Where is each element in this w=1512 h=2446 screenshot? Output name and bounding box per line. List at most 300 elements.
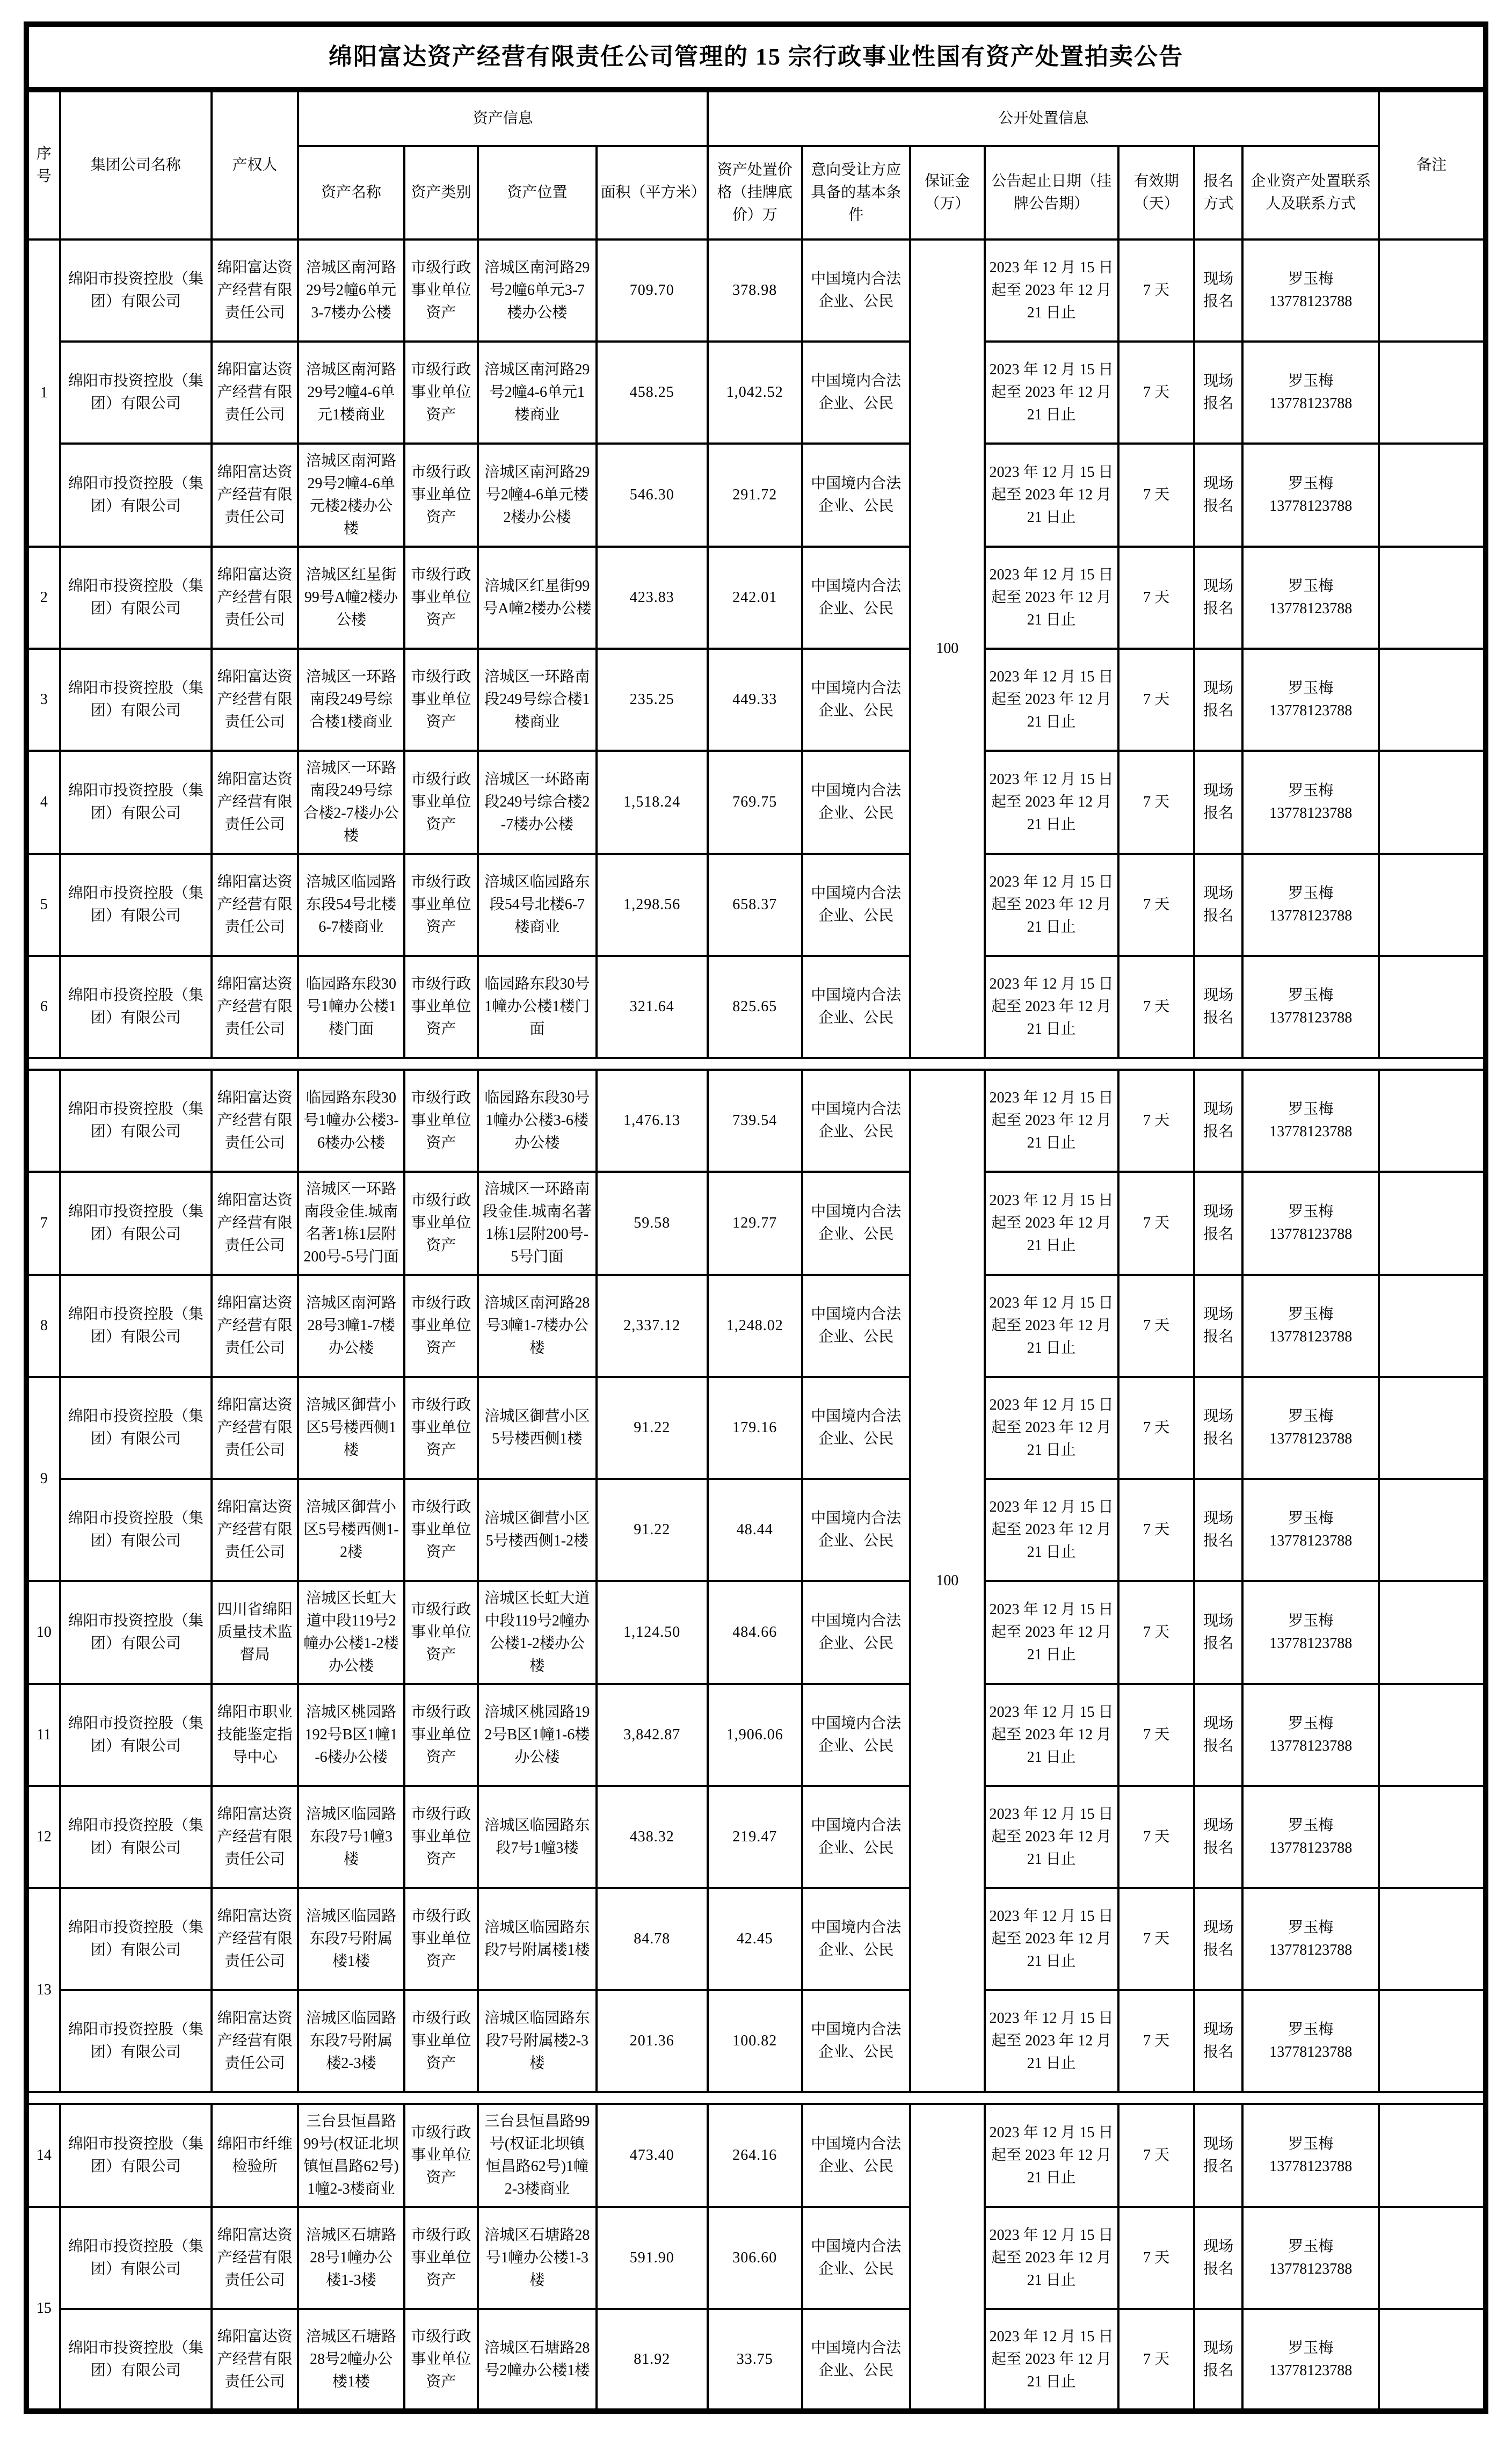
asset-name-cell: 涪城区南河路29号2幢6单元3-7楼办公楼 xyxy=(298,239,404,342)
asset-location-cell: 临园路东段30号1幢办公楼3-6楼办公楼 xyxy=(478,1070,596,1172)
notice-period-cell: 2023 年 12 月 15 日起至 2023 年 12 月 21 日止 xyxy=(985,2207,1118,2309)
remarks-cell xyxy=(1379,1070,1486,1172)
asset-type-cell: 市级行政事业单位资产 xyxy=(404,1377,478,1479)
remarks-cell xyxy=(1379,1684,1486,1786)
contact-name: 罗玉梅 xyxy=(1288,2021,1334,2038)
seq-cell: 1 xyxy=(26,239,60,547)
owner-cell: 绵阳富达资产经营有限责任公司 xyxy=(212,444,298,547)
contact-cell xyxy=(1242,2104,1379,2207)
notice-period-cell: 2023 年 12 月 15 日起至 2023 年 12 月 21 日止 xyxy=(985,342,1118,444)
header-remarks: 备注 xyxy=(1379,90,1486,239)
header-asset-type: 资产类别 xyxy=(404,146,478,239)
transferee-cell: 中国境内合法企业、公民 xyxy=(802,1990,910,2092)
contact-name: 罗玉梅 xyxy=(1288,271,1334,287)
asset-name-cell: 涪城区南河路29号2幢4-6单元1楼商业 xyxy=(298,342,404,444)
group-company-cell: 绵阳市投资控股（集团）有限公司 xyxy=(60,1275,212,1377)
group-company-cell: 绵阳市投资控股（集团）有限公司 xyxy=(60,2207,212,2309)
page-break-2 xyxy=(26,2092,1486,2104)
asset-location-cell: 涪城区临园路东段7号1幢3楼 xyxy=(478,1786,596,1888)
asset-name-cell: 涪城区石塘路28号1幢办公楼1-3楼 xyxy=(298,2207,404,2309)
price-cell: 42.45 xyxy=(708,1888,802,1990)
group-company-cell: 绵阳市投资控股（集团）有限公司 xyxy=(60,2309,212,2411)
table-row xyxy=(26,1990,1486,2092)
page-title: 绵阳富达资产经营有限责任公司管理的 15 宗行政事业性国有资产处置拍卖公告 xyxy=(26,24,1486,90)
owner-cell: 绵阳富达资产经营有限责任公司 xyxy=(212,854,298,956)
area-cell: 1,298.56 xyxy=(597,854,708,956)
registration-cell: 现场报名 xyxy=(1194,1479,1242,1581)
owner-cell: 绵阳富达资产经营有限责任公司 xyxy=(212,956,298,1058)
contact-phone: 13778123788 xyxy=(1269,395,1353,412)
price-cell: 242.01 xyxy=(708,547,802,649)
contact-phone: 13778123788 xyxy=(1269,1942,1353,1958)
validity-cell: 7 天 xyxy=(1118,1684,1195,1786)
asset-type-cell: 市级行政事业单位资产 xyxy=(404,547,478,649)
owner-cell: 绵阳富达资产经营有限责任公司 xyxy=(212,1377,298,1479)
asset-type-cell: 市级行政事业单位资产 xyxy=(404,239,478,342)
registration-cell: 现场报名 xyxy=(1194,342,1242,444)
contact-name: 罗玉梅 xyxy=(1288,475,1334,492)
transferee-cell: 中国境内合法企业、公民 xyxy=(802,342,910,444)
auction-table xyxy=(24,21,1488,2414)
contact-name: 罗玉梅 xyxy=(1288,885,1334,902)
group-company-cell: 绵阳市投资控股（集团）有限公司 xyxy=(60,649,212,751)
validity-cell: 7 天 xyxy=(1118,2104,1195,2207)
transferee-cell: 中国境内合法企业、公民 xyxy=(802,1275,910,1377)
seq-cell: 7 xyxy=(26,1172,60,1275)
contact-phone: 13778123788 xyxy=(1269,1533,1353,1549)
table-row xyxy=(26,2104,1486,2207)
contact-cell xyxy=(1242,1479,1379,1581)
validity-cell: 7 天 xyxy=(1118,239,1195,342)
registration-cell: 现场报名 xyxy=(1194,2104,1242,2207)
asset-name-cell: 涪城区石塘路28号2幢办公楼1楼 xyxy=(298,2309,404,2411)
validity-cell: 7 天 xyxy=(1118,1888,1195,1990)
seq-cell: 11 xyxy=(26,1684,60,1786)
remarks-cell xyxy=(1379,1377,1486,1479)
validity-cell: 7 天 xyxy=(1118,1275,1195,1377)
asset-type-cell: 市级行政事业单位资产 xyxy=(404,2309,478,2411)
area-cell: 1,518.24 xyxy=(597,751,708,854)
asset-location-cell: 涪城区御营小区5号楼西侧1楼 xyxy=(478,1377,596,1479)
contact-name: 罗玉梅 xyxy=(1288,373,1334,389)
registration-cell: 现场报名 xyxy=(1194,649,1242,751)
registration-cell: 现场报名 xyxy=(1194,444,1242,547)
contact-cell xyxy=(1242,444,1379,547)
remarks-cell xyxy=(1379,1172,1486,1275)
notice-period-cell: 2023 年 12 月 15 日起至 2023 年 12 月 21 日止 xyxy=(985,1581,1118,1684)
table-row xyxy=(26,2207,1486,2309)
price-cell: 739.54 xyxy=(708,1070,802,1172)
table-row xyxy=(26,1786,1486,1888)
price-cell: 291.72 xyxy=(708,444,802,547)
owner-cell: 绵阳市纤维检验所 xyxy=(212,2104,298,2207)
asset-type-cell: 市级行政事业单位资产 xyxy=(404,751,478,854)
seq-cell: 6 xyxy=(26,956,60,1058)
asset-name-cell: 涪城区临园路东段7号1幢3楼 xyxy=(298,1786,404,1888)
contact-cell xyxy=(1242,1377,1379,1479)
remarks-cell xyxy=(1379,1275,1486,1377)
registration-cell: 现场报名 xyxy=(1194,1786,1242,1888)
area-cell: 1,124.50 xyxy=(597,1581,708,1684)
table-row xyxy=(26,956,1486,1058)
contact-name: 罗玉梅 xyxy=(1288,1817,1334,1834)
deposit-cell: 100 xyxy=(910,239,985,1058)
asset-name-cell: 临园路东段30号1幢办公楼3-6楼办公楼 xyxy=(298,1070,404,1172)
group-company-cell: 绵阳市投资控股（集团）有限公司 xyxy=(60,1070,212,1172)
price-cell: 264.16 xyxy=(708,2104,802,2207)
contact-name: 罗玉梅 xyxy=(1288,578,1334,594)
notice-period-cell: 2023 年 12 月 15 日起至 2023 年 12 月 21 日止 xyxy=(985,1070,1118,1172)
registration-cell: 现场报名 xyxy=(1194,1581,1242,1684)
contact-cell xyxy=(1242,1684,1379,1786)
asset-location-cell: 涪城区一环路南段金佳.城南名著1栋1层附200号-5号门面 xyxy=(478,1172,596,1275)
transferee-cell: 中国境内合法企业、公民 xyxy=(802,1684,910,1786)
contact-name: 罗玉梅 xyxy=(1288,1408,1334,1425)
validity-cell: 7 天 xyxy=(1118,2207,1195,2309)
group-company-cell: 绵阳市投资控股（集团）有限公司 xyxy=(60,239,212,342)
asset-type-cell: 市级行政事业单位资产 xyxy=(404,1888,478,1990)
transferee-cell: 中国境内合法企业、公民 xyxy=(802,1172,910,1275)
asset-type-cell: 市级行政事业单位资产 xyxy=(404,854,478,956)
seq-cell: 5 xyxy=(26,854,60,956)
contact-phone: 13778123788 xyxy=(1269,2362,1353,2379)
asset-location-cell: 临园路东段30号1幢办公楼1楼门面 xyxy=(478,956,596,1058)
contact-name: 罗玉梅 xyxy=(1288,1510,1334,1527)
asset-type-cell: 市级行政事业单位资产 xyxy=(404,1275,478,1377)
asset-name-cell: 涪城区南河路28号3幢1-7楼办公楼 xyxy=(298,1275,404,1377)
asset-location-cell: 涪城区南河路29号2幢4-6单元楼2楼办公楼 xyxy=(478,444,596,547)
owner-cell: 绵阳富达资产经营有限责任公司 xyxy=(212,1172,298,1275)
table-row xyxy=(26,1888,1486,1990)
remarks-cell xyxy=(1379,2207,1486,2309)
group-company-cell: 绵阳市投资控股（集团）有限公司 xyxy=(60,1990,212,2092)
contact-cell xyxy=(1242,239,1379,342)
contact-cell xyxy=(1242,2207,1379,2309)
owner-cell: 绵阳富达资产经营有限责任公司 xyxy=(212,239,298,342)
seq-cell: 3 xyxy=(26,649,60,751)
notice-period-cell: 2023 年 12 月 15 日起至 2023 年 12 月 21 日止 xyxy=(985,444,1118,547)
asset-name-cell: 涪城区御营小区5号楼西侧1-2楼 xyxy=(298,1479,404,1581)
table-row xyxy=(26,1172,1486,1275)
registration-cell: 现场报名 xyxy=(1194,1990,1242,2092)
area-cell: 423.83 xyxy=(597,547,708,649)
seq-cell xyxy=(26,1070,60,1172)
page-break-1 xyxy=(26,1058,1486,1070)
asset-type-cell: 市级行政事业单位资产 xyxy=(404,956,478,1058)
group-header-row xyxy=(26,90,1486,146)
contact-phone: 13778123788 xyxy=(1269,293,1353,310)
group-company-cell: 绵阳市投资控股（集团）有限公司 xyxy=(60,342,212,444)
owner-cell: 四川省绵阳质量技术监督局 xyxy=(212,1581,298,1684)
asset-location-cell: 涪城区临园路东段7号附属楼1楼 xyxy=(478,1888,596,1990)
contact-name: 罗玉梅 xyxy=(1288,1101,1334,1117)
validity-cell: 7 天 xyxy=(1118,854,1195,956)
remarks-cell xyxy=(1379,751,1486,854)
page-break-gap xyxy=(26,2092,1486,2104)
transferee-cell: 中国境内合法企业、公民 xyxy=(802,854,910,956)
transferee-cell: 中国境内合法企业、公民 xyxy=(802,956,910,1058)
price-cell: 378.98 xyxy=(708,239,802,342)
contact-phone: 13778123788 xyxy=(1269,1738,1353,1754)
notice-period-cell: 2023 年 12 月 15 日起至 2023 年 12 月 21 日止 xyxy=(985,854,1118,956)
registration-cell: 现场报名 xyxy=(1194,1888,1242,1990)
asset-type-cell: 市级行政事业单位资产 xyxy=(404,1990,478,2092)
area-cell: 546.30 xyxy=(597,444,708,547)
validity-cell: 7 天 xyxy=(1118,1990,1195,2092)
owner-cell: 绵阳富达资产经营有限责任公司 xyxy=(212,1275,298,1377)
table-row xyxy=(26,1684,1486,1786)
area-cell: 438.32 xyxy=(597,1786,708,1888)
area-cell: 91.22 xyxy=(597,1377,708,1479)
transferee-cell: 中国境内合法企业、公民 xyxy=(802,1377,910,1479)
notice-period-cell: 2023 年 12 月 15 日起至 2023 年 12 月 21 日止 xyxy=(985,956,1118,1058)
seq-cell: 2 xyxy=(26,547,60,649)
owner-cell: 绵阳富达资产经营有限责任公司 xyxy=(212,1786,298,1888)
header-owner: 产权人 xyxy=(212,90,298,239)
asset-type-cell: 市级行政事业单位资产 xyxy=(404,1684,478,1786)
validity-cell: 7 天 xyxy=(1118,1479,1195,1581)
area-cell: 235.25 xyxy=(597,649,708,751)
notice-period-cell: 2023 年 12 月 15 日起至 2023 年 12 月 21 日止 xyxy=(985,1990,1118,2092)
notice-period-cell: 2023 年 12 月 15 日起至 2023 年 12 月 21 日止 xyxy=(985,751,1118,854)
remarks-cell xyxy=(1379,1990,1486,2092)
validity-cell: 7 天 xyxy=(1118,1377,1195,1479)
contact-phone: 13778123788 xyxy=(1269,1329,1353,1345)
asset-name-cell: 涪城区一环路南段249号综合楼1楼商业 xyxy=(298,649,404,751)
remarks-cell xyxy=(1379,956,1486,1058)
contact-name: 罗玉梅 xyxy=(1288,2339,1334,2356)
validity-cell: 7 天 xyxy=(1118,649,1195,751)
asset-location-cell: 涪城区南河路29号2幢4-6单元1楼商业 xyxy=(478,342,596,444)
owner-cell: 绵阳富达资产经营有限责任公司 xyxy=(212,1990,298,2092)
registration-cell: 现场报名 xyxy=(1194,2207,1242,2309)
seq-cell: 14 xyxy=(26,2104,60,2207)
validity-cell: 7 天 xyxy=(1118,751,1195,854)
contact-phone: 13778123788 xyxy=(1269,702,1353,719)
price-cell: 825.65 xyxy=(708,956,802,1058)
group-company-cell: 绵阳市投资控股（集团）有限公司 xyxy=(60,854,212,956)
group-company-cell: 绵阳市投资控股（集团）有限公司 xyxy=(60,1172,212,1275)
notice-period-cell: 2023 年 12 月 15 日起至 2023 年 12 月 21 日止 xyxy=(985,1684,1118,1786)
group-company-cell: 绵阳市投资控股（集团）有限公司 xyxy=(60,1377,212,1479)
asset-type-cell: 市级行政事业单位资产 xyxy=(404,1479,478,1581)
price-cell: 484.66 xyxy=(708,1581,802,1684)
validity-cell: 7 天 xyxy=(1118,956,1195,1058)
validity-cell: 7 天 xyxy=(1118,1581,1195,1684)
group-company-cell: 绵阳市投资控股（集团）有限公司 xyxy=(60,1479,212,1581)
notice-period-cell: 2023 年 12 月 15 日起至 2023 年 12 月 21 日止 xyxy=(985,1786,1118,1888)
price-cell: 306.60 xyxy=(708,2207,802,2309)
contact-name: 罗玉梅 xyxy=(1288,2238,1334,2255)
asset-type-cell: 市级行政事业单位资产 xyxy=(404,444,478,547)
notice-period-cell: 2023 年 12 月 15 日起至 2023 年 12 月 21 日止 xyxy=(985,649,1118,751)
registration-cell: 现场报名 xyxy=(1194,1275,1242,1377)
validity-cell: 7 天 xyxy=(1118,1070,1195,1172)
price-cell: 1,042.52 xyxy=(708,342,802,444)
asset-location-cell: 涪城区临园路东段54号北楼6-7楼商业 xyxy=(478,854,596,956)
transferee-cell: 中国境内合法企业、公民 xyxy=(802,1479,910,1581)
header-disposal-info: 公开处置信息 xyxy=(708,90,1379,146)
asset-name-cell: 涪城区临园路东段7号附属楼2-3楼 xyxy=(298,1990,404,2092)
table-row xyxy=(26,751,1486,854)
contact-cell xyxy=(1242,2309,1379,2411)
contact-cell xyxy=(1242,649,1379,751)
header-asset-name: 资产名称 xyxy=(298,146,404,239)
contact-phone: 13778123788 xyxy=(1269,1226,1353,1243)
asset-type-cell: 市级行政事业单位资产 xyxy=(404,1172,478,1275)
owner-cell: 绵阳市职业技能鉴定指导中心 xyxy=(212,1684,298,1786)
contact-phone: 13778123788 xyxy=(1269,1123,1353,1140)
table-row xyxy=(26,239,1486,342)
price-cell: 48.44 xyxy=(708,1479,802,1581)
contact-phone: 13778123788 xyxy=(1269,498,1353,514)
header-contact: 企业资产处置联系人及联系方式 xyxy=(1242,146,1379,239)
owner-cell: 绵阳富达资产经营有限责任公司 xyxy=(212,1479,298,1581)
header-area: 面积（平方米） xyxy=(597,146,708,239)
table-row xyxy=(26,1070,1486,1172)
contact-cell xyxy=(1242,1581,1379,1684)
asset-name-cell: 涪城区临园路东段54号北楼6-7楼商业 xyxy=(298,854,404,956)
registration-cell: 现场报名 xyxy=(1194,854,1242,956)
contact-name: 罗玉梅 xyxy=(1288,1613,1334,1629)
area-cell: 473.40 xyxy=(597,2104,708,2207)
remarks-cell xyxy=(1379,239,1486,342)
transferee-cell: 中国境内合法企业、公民 xyxy=(802,2207,910,2309)
contact-cell xyxy=(1242,1275,1379,1377)
registration-cell: 现场报名 xyxy=(1194,956,1242,1058)
asset-location-cell: 涪城区临园路东段7号附属楼2-3楼 xyxy=(478,1990,596,2092)
seq-cell: 9 xyxy=(26,1377,60,1581)
contact-phone: 13778123788 xyxy=(1269,2261,1353,2277)
remarks-cell xyxy=(1379,1888,1486,1990)
table-row xyxy=(26,1377,1486,1479)
asset-name-cell: 涪城区一环路南段金佳.城南名著1栋1层附200号-5号门面 xyxy=(298,1172,404,1275)
area-cell: 321.64 xyxy=(597,956,708,1058)
deposit-cell xyxy=(910,2104,985,2411)
group-company-cell: 绵阳市投资控股（集团）有限公司 xyxy=(60,751,212,854)
notice-period-cell: 2023 年 12 月 15 日起至 2023 年 12 月 21 日止 xyxy=(985,2309,1118,2411)
header-notice-period: 公告起止日期（挂牌公告期） xyxy=(985,146,1118,239)
remarks-cell xyxy=(1379,547,1486,649)
contact-phone: 13778123788 xyxy=(1269,805,1353,822)
contact-cell xyxy=(1242,956,1379,1058)
group-company-cell: 绵阳市投资控股（集团）有限公司 xyxy=(60,444,212,547)
remarks-cell xyxy=(1379,1581,1486,1684)
area-cell: 91.22 xyxy=(597,1479,708,1581)
contact-name: 罗玉梅 xyxy=(1288,987,1334,1004)
contact-cell xyxy=(1242,1786,1379,1888)
group-company-cell: 绵阳市投资控股（集团）有限公司 xyxy=(60,547,212,649)
contact-name: 罗玉梅 xyxy=(1288,1715,1334,1732)
owner-cell: 绵阳富达资产经营有限责任公司 xyxy=(212,2207,298,2309)
registration-cell: 现场报名 xyxy=(1194,1377,1242,1479)
seq-cell: 13 xyxy=(26,1888,60,2092)
asset-name-cell: 临园路东段30号1幢办公楼1楼门面 xyxy=(298,956,404,1058)
table-row xyxy=(26,1479,1486,1581)
asset-location-cell: 涪城区红星街99号A幢2楼办公楼 xyxy=(478,547,596,649)
transferee-cell: 中国境内合法企业、公民 xyxy=(802,1581,910,1684)
table-row xyxy=(26,1581,1486,1684)
table-section-page1 xyxy=(26,239,1486,1058)
header-asset-location: 资产位置 xyxy=(478,146,596,239)
owner-cell: 绵阳富达资产经营有限责任公司 xyxy=(212,342,298,444)
asset-type-cell: 市级行政事业单位资产 xyxy=(404,1070,478,1172)
notice-period-cell: 2023 年 12 月 15 日起至 2023 年 12 月 21 日止 xyxy=(985,1888,1118,1990)
price-cell: 449.33 xyxy=(708,649,802,751)
price-cell: 1,906.06 xyxy=(708,1684,802,1786)
transferee-cell: 中国境内合法企业、公民 xyxy=(802,547,910,649)
header-seq: 序号 xyxy=(26,90,60,239)
group-company-cell: 绵阳市投资控股（集团）有限公司 xyxy=(60,956,212,1058)
header-registration: 报名方式 xyxy=(1194,146,1242,239)
registration-cell: 现场报名 xyxy=(1194,2309,1242,2411)
header-asset-info: 资产信息 xyxy=(298,90,708,146)
validity-cell: 7 天 xyxy=(1118,1786,1195,1888)
asset-type-cell: 市级行政事业单位资产 xyxy=(404,2104,478,2207)
notice-period-cell: 2023 年 12 月 15 日起至 2023 年 12 月 21 日止 xyxy=(985,1172,1118,1275)
transferee-cell: 中国境内合法企业、公民 xyxy=(802,649,910,751)
notice-period-cell: 2023 年 12 月 15 日起至 2023 年 12 月 21 日止 xyxy=(985,1275,1118,1377)
table-section-page3 xyxy=(26,2104,1486,2411)
remarks-cell xyxy=(1379,649,1486,751)
registration-cell: 现场报名 xyxy=(1194,1172,1242,1275)
transferee-cell: 中国境内合法企业、公民 xyxy=(802,444,910,547)
remarks-cell xyxy=(1379,854,1486,956)
header-group-company: 集团公司名称 xyxy=(60,90,212,239)
validity-cell: 7 天 xyxy=(1118,2309,1195,2411)
group-company-cell: 绵阳市投资控股（集团）有限公司 xyxy=(60,1581,212,1684)
contact-cell xyxy=(1242,342,1379,444)
validity-cell: 7 天 xyxy=(1118,1172,1195,1275)
transferee-cell: 中国境内合法企业、公民 xyxy=(802,1786,910,1888)
contact-phone: 13778123788 xyxy=(1269,2158,1353,2175)
transferee-cell: 中国境内合法企业、公民 xyxy=(802,1888,910,1990)
contact-phone: 13778123788 xyxy=(1269,1431,1353,1447)
contact-cell xyxy=(1242,751,1379,854)
header-transferee: 意向受让方应具备的基本条件 xyxy=(802,146,910,239)
area-cell: 458.25 xyxy=(597,342,708,444)
registration-cell: 现场报名 xyxy=(1194,1070,1242,1172)
asset-type-cell: 市级行政事业单位资产 xyxy=(404,1581,478,1684)
contact-phone: 13778123788 xyxy=(1269,2044,1353,2060)
seq-cell: 4 xyxy=(26,751,60,854)
asset-location-cell: 涪城区桃园路192号B区1幢1-6楼办公楼 xyxy=(478,1684,596,1786)
contact-name: 罗玉梅 xyxy=(1288,782,1334,799)
transferee-cell: 中国境内合法企业、公民 xyxy=(802,1070,910,1172)
area-cell: 3,842.87 xyxy=(597,1684,708,1786)
area-cell: 2,337.12 xyxy=(597,1275,708,1377)
owner-cell: 绵阳富达资产经营有限责任公司 xyxy=(212,1070,298,1172)
seq-cell: 12 xyxy=(26,1786,60,1888)
asset-name-cell: 涪城区临园路东段7号附属楼1楼 xyxy=(298,1888,404,1990)
price-cell: 33.75 xyxy=(708,2309,802,2411)
seq-cell: 8 xyxy=(26,1275,60,1377)
table-row xyxy=(26,2309,1486,2411)
asset-location-cell: 涪城区长虹大道中段119号2幢办公楼1-2楼办公楼 xyxy=(478,1581,596,1684)
asset-location-cell: 涪城区南河路28号3幢1-7楼办公楼 xyxy=(478,1275,596,1377)
contact-name: 罗玉梅 xyxy=(1288,1203,1334,1220)
asset-type-cell: 市级行政事业单位资产 xyxy=(404,2207,478,2309)
area-cell: 1,476.13 xyxy=(597,1070,708,1172)
table-row xyxy=(26,854,1486,956)
registration-cell: 现场报名 xyxy=(1194,751,1242,854)
contact-cell xyxy=(1242,547,1379,649)
registration-cell: 现场报名 xyxy=(1194,547,1242,649)
contact-name: 罗玉梅 xyxy=(1288,1306,1334,1323)
notice-period-cell: 2023 年 12 月 15 日起至 2023 年 12 月 21 日止 xyxy=(985,239,1118,342)
price-cell: 179.16 xyxy=(708,1377,802,1479)
seq-cell: 15 xyxy=(26,2207,60,2411)
